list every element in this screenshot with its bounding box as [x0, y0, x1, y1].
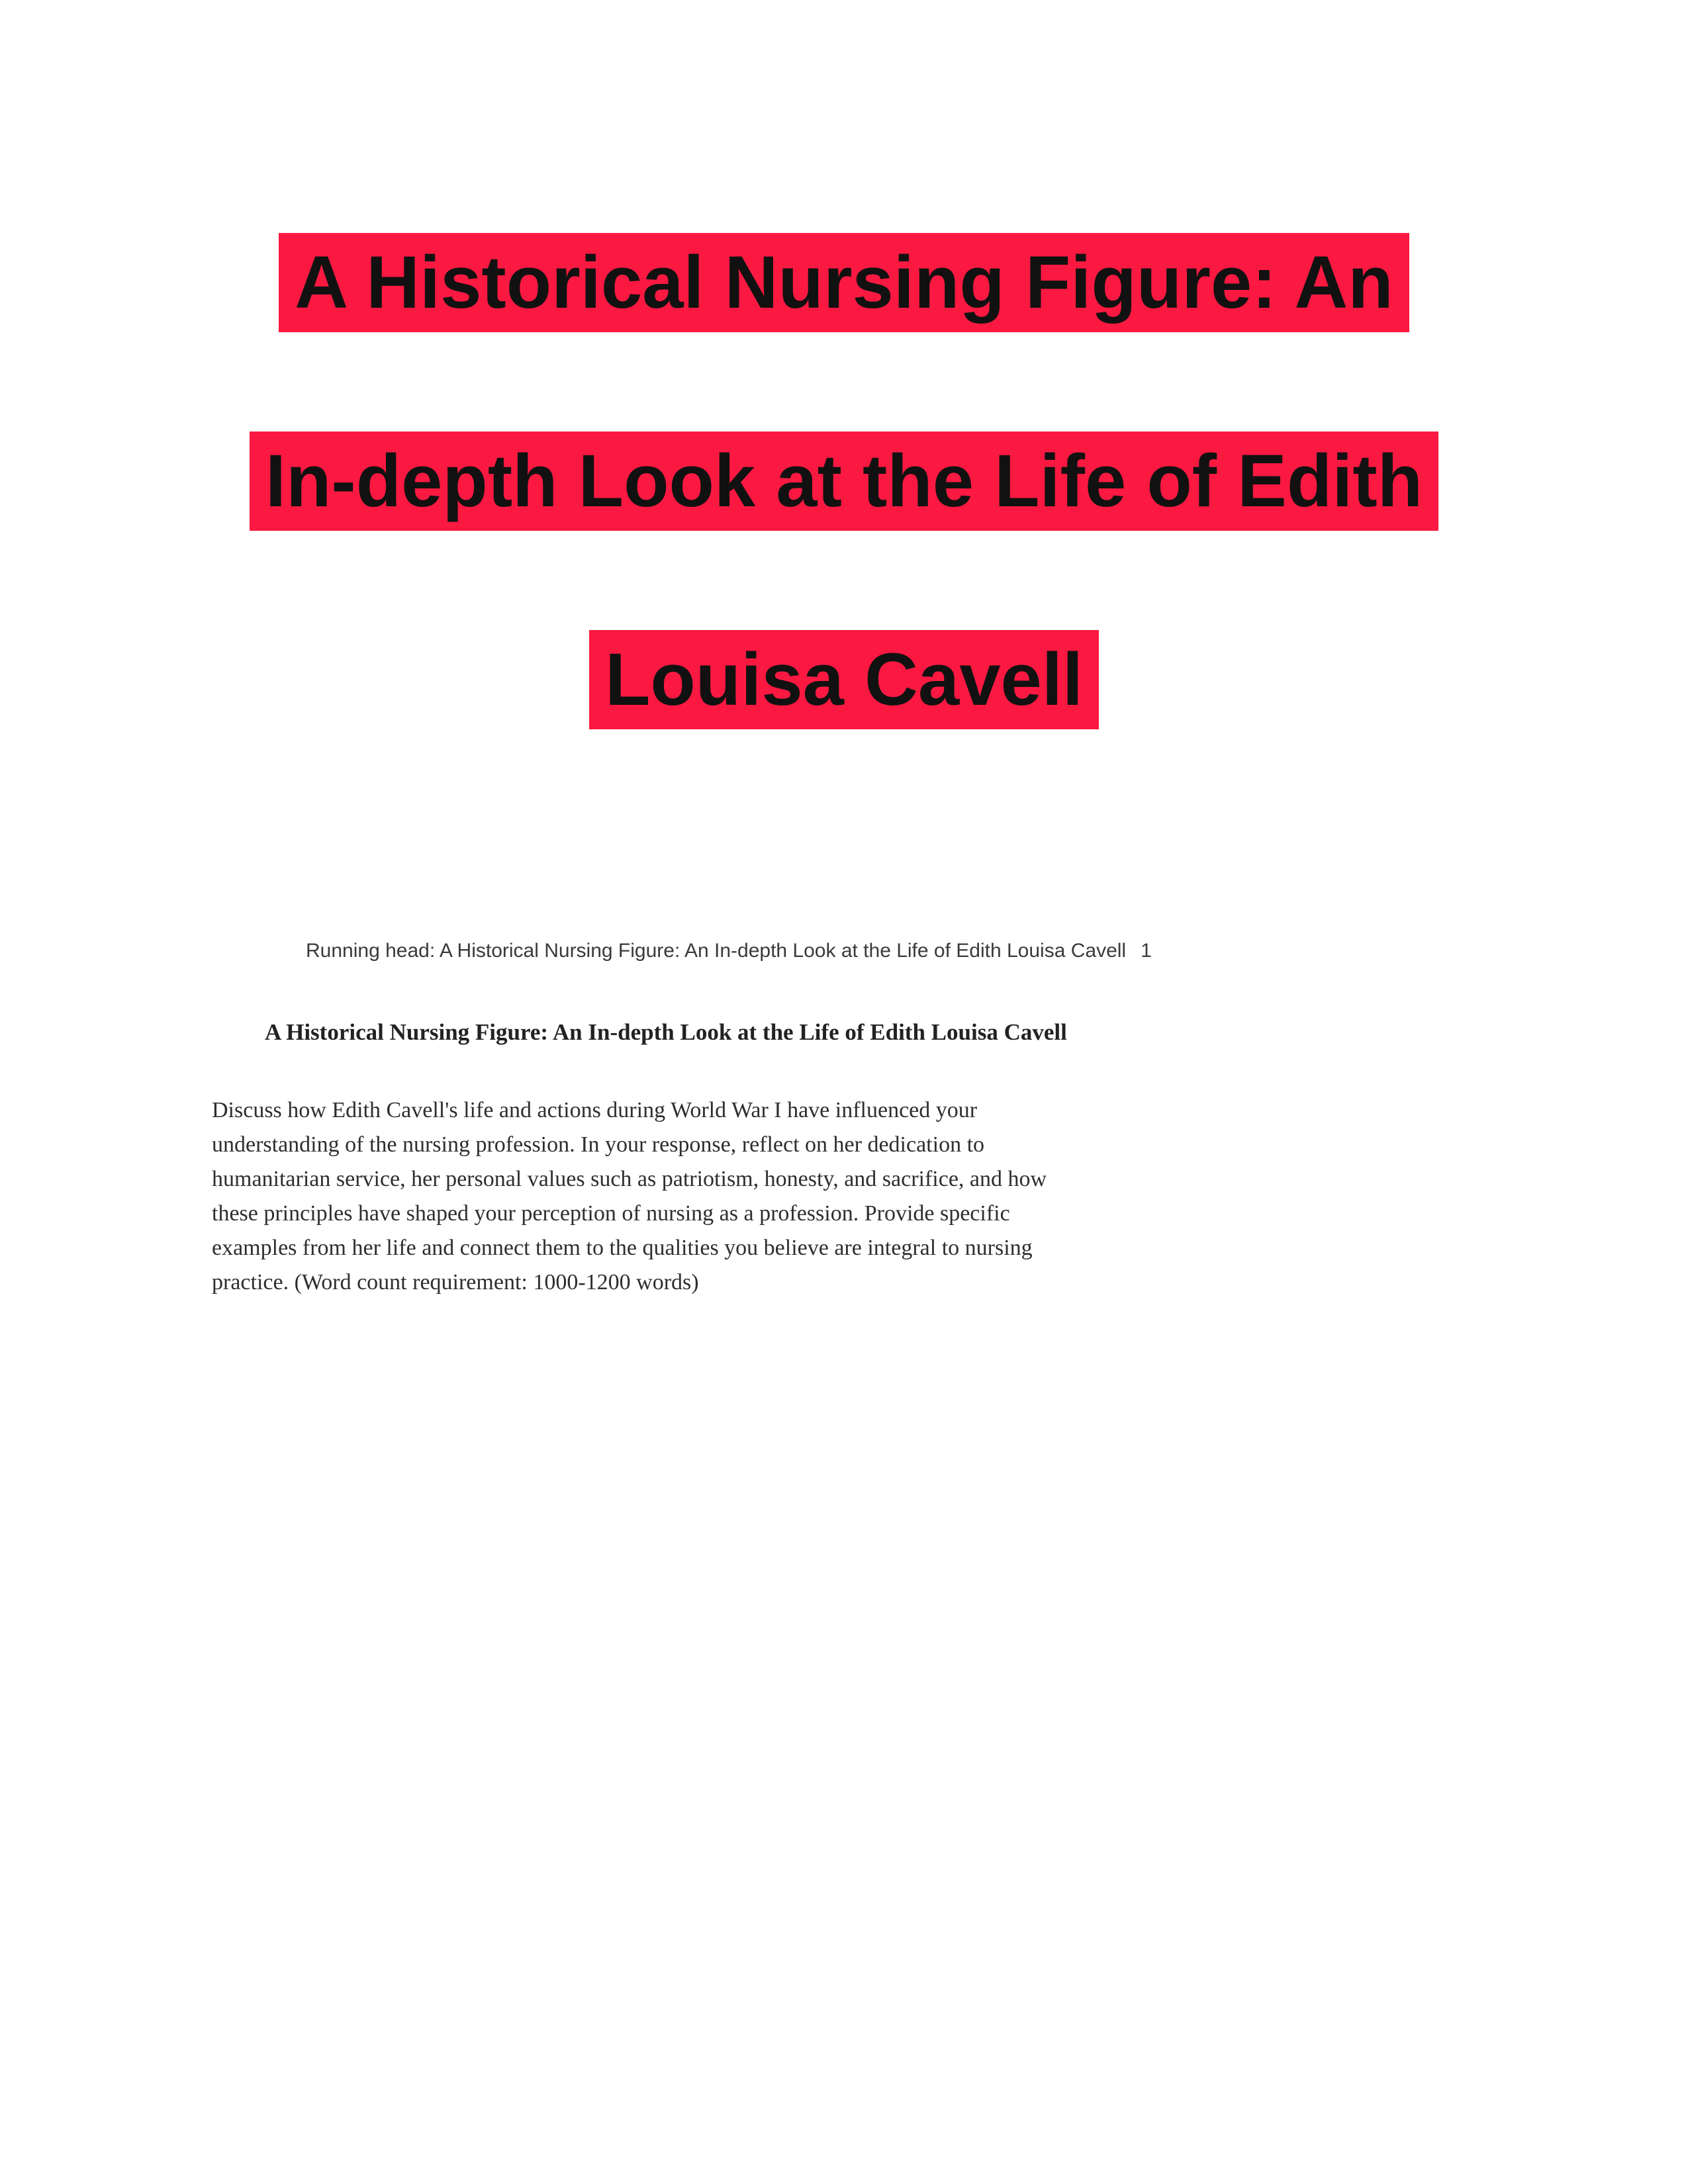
cover-title-line-1: A Historical Nursing Figure: An	[279, 233, 1409, 332]
prompt-line: humanitarian service, her personal values such as patriotism, honesty, and sacrifice, and how	[212, 1167, 1047, 1191]
cover-title-line-3: Louisa Cavell	[589, 630, 1099, 729]
prompt-line: practice. (Word count requirement: 1000-1200 words)	[212, 1270, 699, 1295]
document-snapshot	[205, 927, 1278, 1337]
cover-title-line	[0, 432, 1688, 531]
prompt-line: understanding of the nursing profession. In your response, reflect on her dedication to	[212, 1132, 985, 1157]
running-head-text: Running head: A Historical Nursing Figure: An In-depth Look at the Life of Edith Louisa Cavell	[306, 940, 1127, 962]
prompt-line: Discuss how Edith Cavell's life and actions during World War I have influenced your	[212, 1098, 978, 1122]
page-number: 1	[1141, 940, 1152, 962]
assignment-prompt	[212, 1093, 1218, 1300]
prompt-line: these principles have shaped your perception of nursing as a profession. Provide specific	[212, 1201, 1010, 1226]
running-head	[306, 940, 1152, 962]
cover-title-line	[0, 630, 1688, 729]
document-title: A Historical Nursing Figure: An In-depth Look at the Life of Edith Louisa Cavell	[265, 1019, 1067, 1045]
cover-title-line	[0, 233, 1688, 332]
cover-title-line-2: In-depth Look at the Life of Edith	[250, 432, 1438, 531]
cover-title	[0, 233, 1688, 729]
prompt-line: examples from her life and connect them to the qualities you believe are integral to nursing	[212, 1236, 1033, 1260]
